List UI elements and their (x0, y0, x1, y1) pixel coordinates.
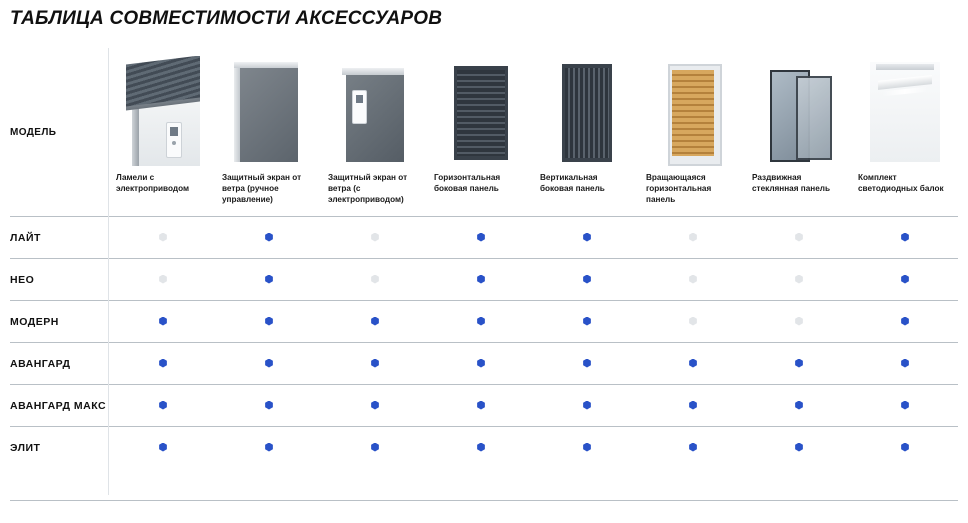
support-cell (322, 259, 428, 301)
model-label: НЕО (10, 259, 110, 301)
support-marker (477, 233, 486, 242)
table-row (10, 301, 958, 343)
accessory-header-cell (428, 48, 534, 217)
table-row (10, 343, 958, 385)
support-cell (428, 301, 534, 343)
support-marker (689, 359, 698, 368)
support-cell (852, 301, 958, 343)
support-cell (746, 259, 852, 301)
accessory-caption: Вращающаяся горизонтальная панель (646, 173, 712, 204)
accessory-thumbnail (428, 48, 534, 166)
support-marker (583, 359, 592, 368)
rotating-horizontal-panel-icon (656, 56, 730, 166)
support-cell (216, 301, 322, 343)
support-marker (583, 275, 592, 284)
support-marker (265, 359, 274, 368)
support-marker (477, 401, 486, 410)
support-cell (428, 259, 534, 301)
support-marker (583, 443, 592, 452)
sliding-glass-panel-icon (762, 56, 836, 166)
column-divider (108, 48, 109, 495)
support-marker (795, 233, 804, 242)
support-marker (477, 359, 486, 368)
accessory-caption: Защитный экран от ветра (ручное управление) (222, 173, 302, 204)
horizontal-side-panel-icon (444, 56, 518, 166)
support-cell (746, 343, 852, 385)
model-label: ЭЛИТ (10, 427, 110, 469)
support-marker (265, 275, 274, 284)
support-cell (428, 343, 534, 385)
support-cell (534, 259, 640, 301)
accessory-header-cell (852, 48, 958, 217)
support-cell (428, 427, 534, 469)
support-marker (371, 443, 380, 452)
support-marker (159, 359, 168, 368)
support-marker (901, 401, 910, 410)
support-cell (428, 217, 534, 259)
support-cell (322, 385, 428, 427)
accessory-thumbnail (322, 48, 428, 166)
support-marker (689, 275, 698, 284)
accessory-thumbnail (852, 48, 958, 166)
support-cell (322, 343, 428, 385)
support-cell (110, 259, 216, 301)
support-marker (159, 401, 168, 410)
led-beam-kit-icon (868, 56, 942, 166)
support-cell (852, 343, 958, 385)
support-marker (371, 401, 380, 410)
support-marker (795, 317, 804, 326)
support-marker (901, 233, 910, 242)
support-cell (534, 385, 640, 427)
accessory-thumbnail (640, 48, 746, 166)
support-cell (216, 343, 322, 385)
accessory-caption: Раздвижная стеклянная панель (752, 173, 831, 193)
support-cell (110, 427, 216, 469)
support-marker (689, 443, 698, 452)
support-marker (689, 401, 698, 410)
support-marker (689, 317, 698, 326)
support-marker (159, 233, 168, 242)
support-marker (265, 401, 274, 410)
louvered-roof-icon (126, 56, 200, 166)
support-cell (852, 259, 958, 301)
support-cell (852, 385, 958, 427)
support-cell (852, 427, 958, 469)
support-cell (534, 343, 640, 385)
accessory-caption: Вертикальная боковая панель (540, 173, 605, 193)
model-label: АВАНГАРД МАКС (10, 385, 110, 427)
support-marker (265, 233, 274, 242)
support-cell (110, 217, 216, 259)
accessory-header-cell (110, 48, 216, 217)
support-marker (583, 317, 592, 326)
support-marker (477, 317, 486, 326)
vertical-side-panel-icon (550, 56, 624, 166)
model-column-header: МОДЕЛЬ (10, 126, 57, 138)
accessory-header-cell (322, 48, 428, 217)
support-cell (640, 301, 746, 343)
support-cell (322, 427, 428, 469)
support-cell (110, 301, 216, 343)
model-label: МОДЕРН (10, 301, 110, 343)
accessory-thumbnail (110, 48, 216, 166)
table-row (10, 427, 958, 469)
support-marker (265, 317, 274, 326)
support-cell (640, 343, 746, 385)
support-marker (901, 275, 910, 284)
support-marker (795, 359, 804, 368)
support-cell (746, 427, 852, 469)
support-marker (795, 275, 804, 284)
support-cell (640, 217, 746, 259)
support-marker (371, 317, 380, 326)
support-marker (795, 401, 804, 410)
support-marker (689, 233, 698, 242)
support-marker (583, 233, 592, 242)
support-marker (477, 275, 486, 284)
support-cell (322, 301, 428, 343)
accessory-thumbnail (534, 48, 640, 166)
accessory-header-cell (746, 48, 852, 217)
support-marker (371, 233, 380, 242)
compatibility-table (10, 48, 958, 468)
accessory-header-cell (216, 48, 322, 217)
accessory-header-cell (640, 48, 746, 217)
support-cell (640, 385, 746, 427)
table-row (10, 259, 958, 301)
support-marker (265, 443, 274, 452)
support-marker (901, 317, 910, 326)
support-cell (322, 217, 428, 259)
support-marker (159, 275, 168, 284)
support-marker (159, 443, 168, 452)
support-cell (746, 385, 852, 427)
support-cell (746, 301, 852, 343)
support-marker (371, 275, 380, 284)
support-marker (901, 359, 910, 368)
accessory-caption: Ламели с электроприводом (116, 173, 190, 193)
support-cell (746, 217, 852, 259)
page-title: ТАБЛИЦА СОВМЕСТИМОСТИ АКСЕССУАРОВ (10, 8, 443, 29)
table-header-row (10, 48, 958, 217)
support-marker (371, 359, 380, 368)
model-label: ЛАЙТ (10, 217, 110, 259)
support-cell (216, 427, 322, 469)
support-marker (477, 443, 486, 452)
accessory-caption: Горизонтальная боковая панель (434, 173, 501, 193)
wind-screen-motorized-icon (338, 56, 412, 166)
table-bottom-rule (10, 500, 958, 501)
support-marker (795, 443, 804, 452)
support-cell (216, 217, 322, 259)
support-marker (159, 317, 168, 326)
accessory-header-cell (534, 48, 640, 217)
accessory-caption: Комплект светодиодных балок (858, 173, 944, 193)
support-cell (110, 343, 216, 385)
support-marker (901, 443, 910, 452)
support-marker (583, 401, 592, 410)
accessory-thumbnail (746, 48, 852, 166)
support-cell (852, 217, 958, 259)
accessory-thumbnail (216, 48, 322, 166)
accessory-caption: Защитный экран от ветра (с электроприводом) (328, 173, 408, 204)
table-row (10, 385, 958, 427)
support-cell (534, 301, 640, 343)
support-cell (216, 385, 322, 427)
support-cell (534, 427, 640, 469)
support-cell (534, 217, 640, 259)
support-cell (216, 259, 322, 301)
support-cell (640, 259, 746, 301)
model-label: АВАНГАРД (10, 343, 110, 385)
wind-screen-manual-icon (232, 56, 306, 166)
support-cell (110, 385, 216, 427)
support-cell (640, 427, 746, 469)
support-cell (428, 385, 534, 427)
table-row (10, 217, 958, 259)
